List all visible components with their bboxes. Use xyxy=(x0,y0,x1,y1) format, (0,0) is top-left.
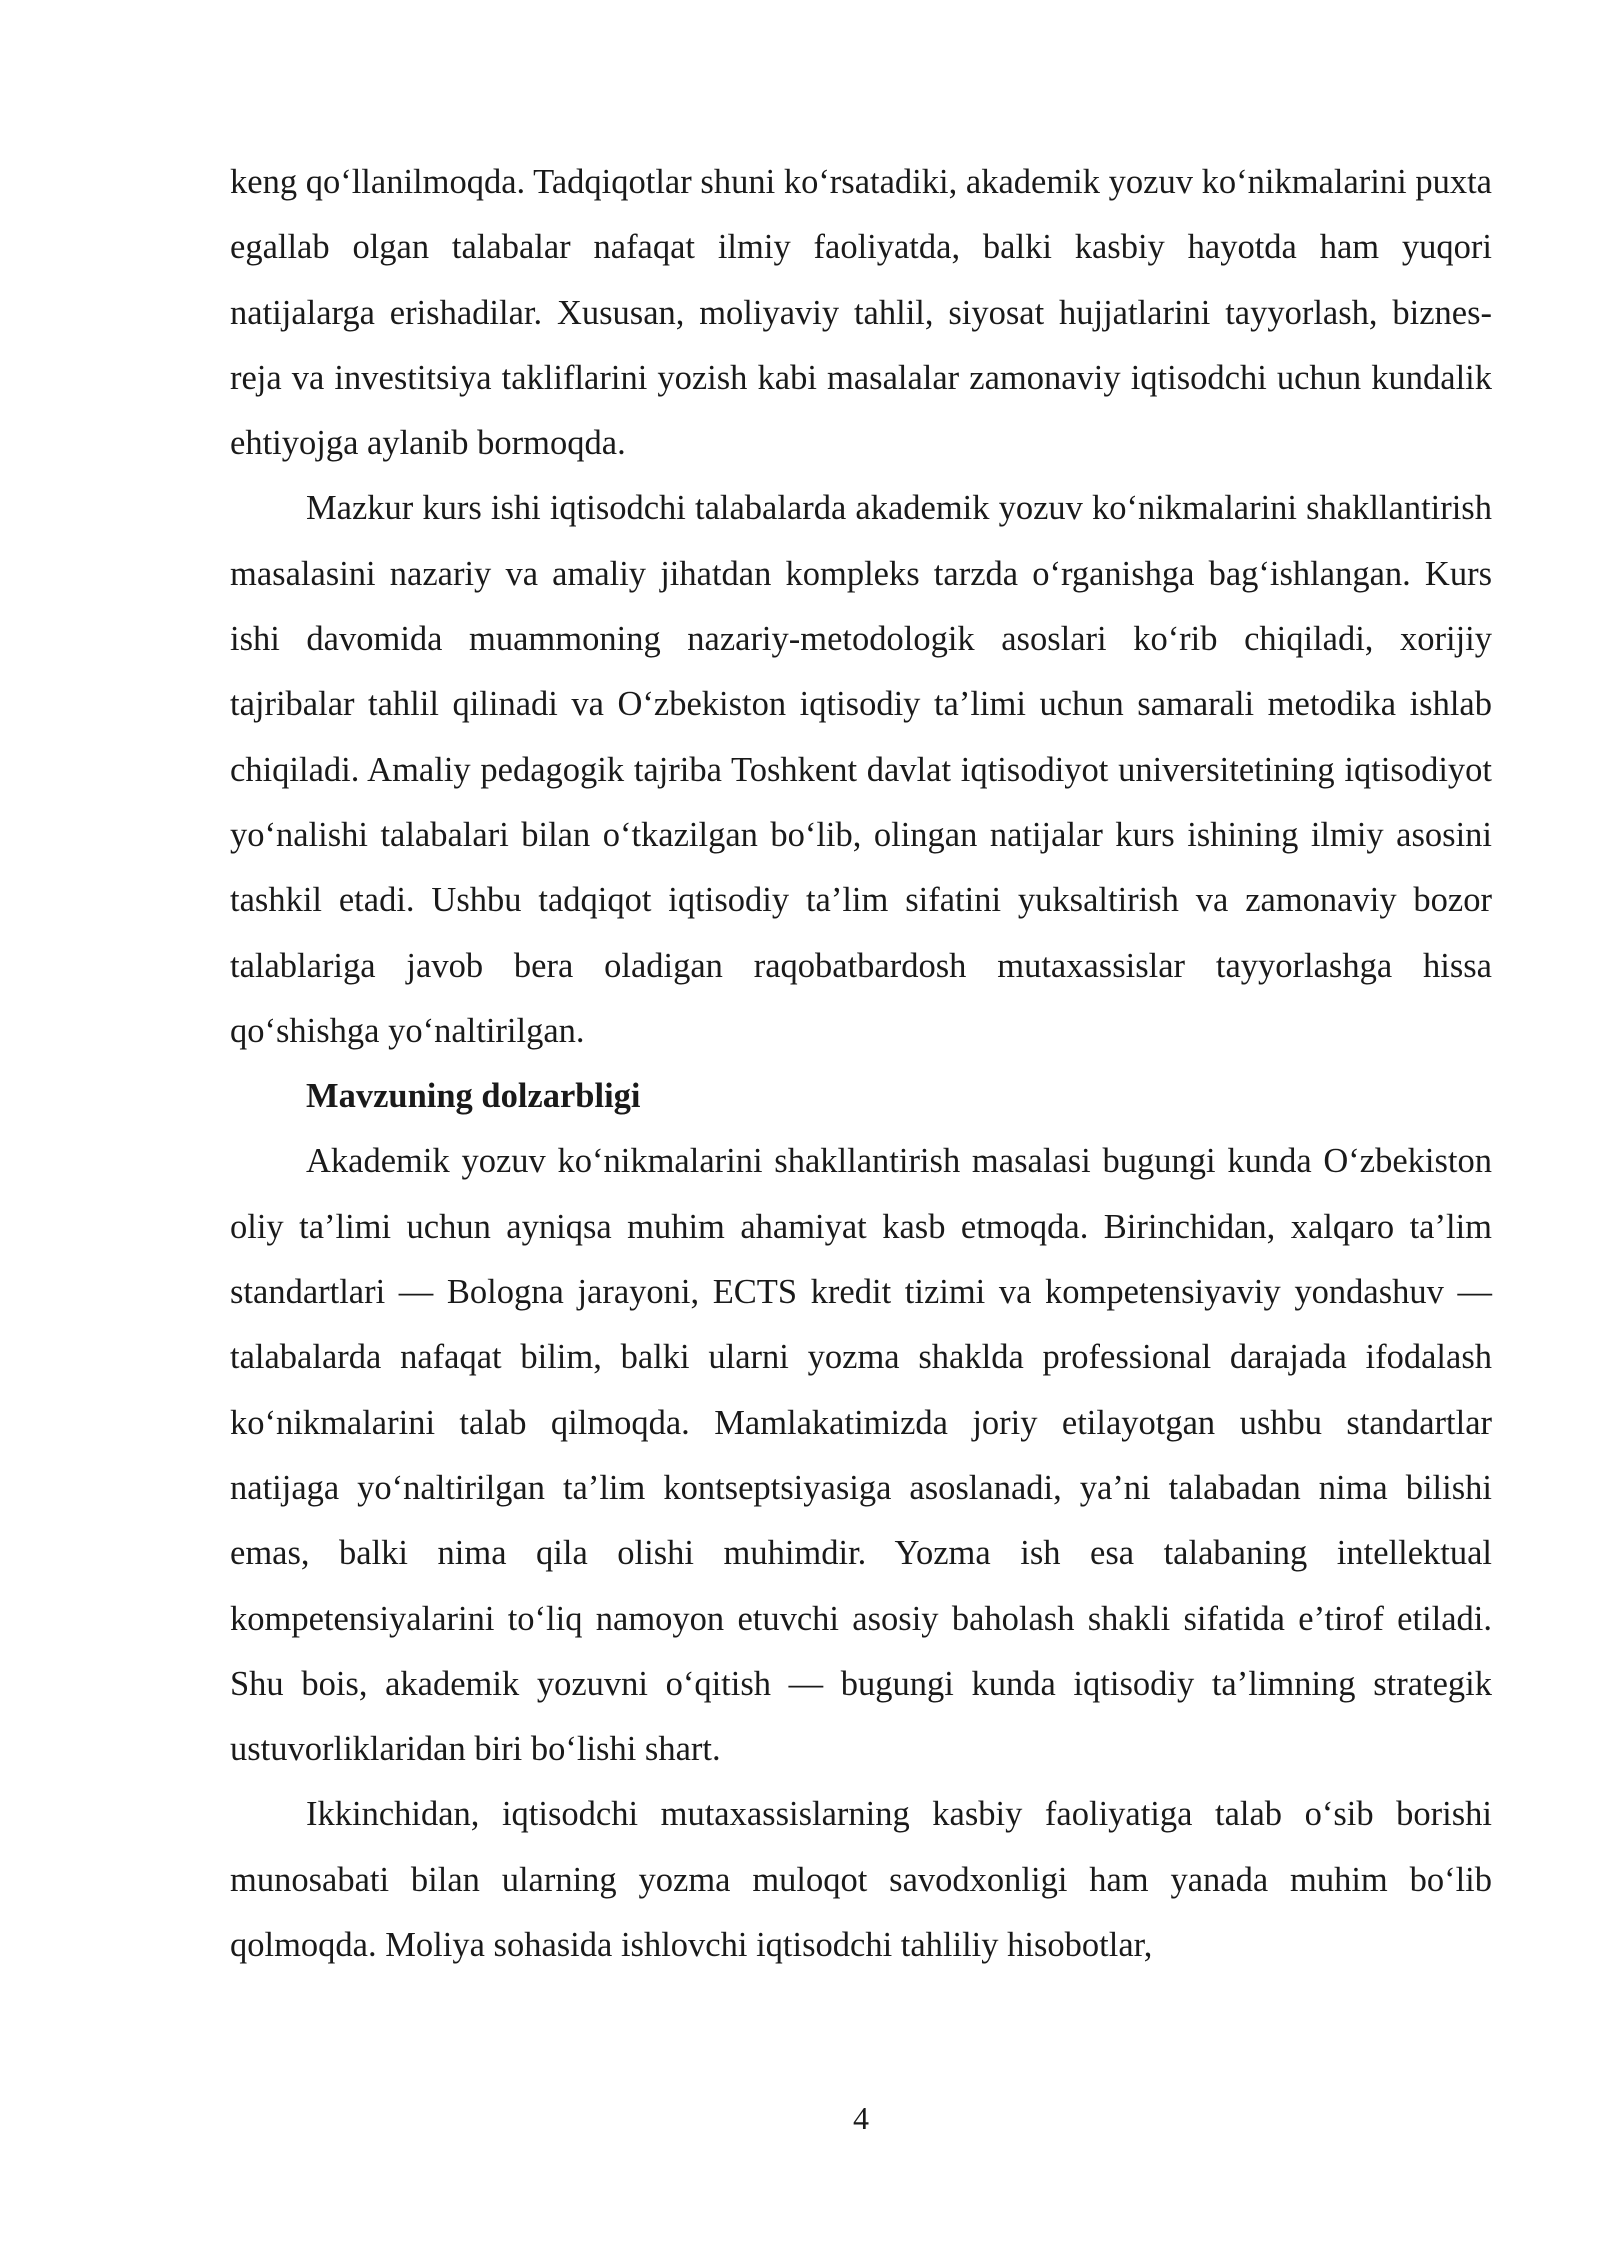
section-heading: Mavzuning dolzarbligi xyxy=(306,1077,641,1116)
paragraph-relevance-second: Ikkinchidan, iqtisodchi mutaxassislarning kasbiy faoliyatiga talab o‘sib borishi munosabati bilan ularning yozma muloqot savodxonligi ham yanada muhim bo‘lib qolmoqda. Moliya sohasida ishlovchi iqtisodchi tahliliy hisobotlar, xyxy=(230,1795,1492,1965)
paragraph-relevance-first: Akademik yozuv ko‘nikmalarini shakllantirish masalasi bugungi kunda O‘zbekiston oliy ta’limi uchun ayniqsa muhim ahamiyat kasb etmoqda. Birinchidan, xalqaro ta’lim standartlari — Bologna jarayoni, ECTS kredit tizimi va kompetensiyaviy yondashuv — talabalarda nafaqat bilim, balki ularni yozma shaklda professional darajada ifodalash ko‘nikmalarini talab qilmoqda. Mamlakatimizda joriy etilayotgan ushbu standartlar natijaga yo‘naltirilgan ta’lim kontseptsiyasiga asoslanadi, ya’ni talabadan nima bilishi emas, balki nima qila olishi muhimdir. Yozma ish esa talabaning intellektual kompetensiyalarini to‘liq namoyon etuvchi asosiy baholash shakli sifatida e’tirof etiladi. Shu bois, akademik yozuvni o‘qitish — bugungi kunda iqtisodiy ta’limning strategik ustuvorliklaridan biri bo‘lishi shart. xyxy=(230,1142,1492,1769)
paragraph-course-work-overview: Mazkur kurs ishi iqtisodchi talabalarda akademik yozuv ko‘nikmalarini shakllantirish masalasini nazariy va amaliy jihatdan kompleks tarzda o‘rganishga bag‘ishlangan. Kurs ishi davomida muammoning nazariy-metodologik asoslari ko‘rib chiqiladi, xorijiy tajribalar tahlil qilinadi va O‘zbekiston iqtisodiy ta’limi uchun samarali metodika ishlab chiqiladi. Amaliy pedagogik tajriba Toshkent davlat iqtisodiyot universitetining iqtisodiyot yo‘nalishi talabalari bilan o‘tkazilgan bo‘lib, olingan natijalar kurs ishining ilmiy asosini tashkil etadi. Ushbu tadqiqot iqtisodiy ta’lim sifatini yuksaltirish va zamonaviy bozor talablariga javob bera oladigan raqobatbardosh mutaxassislar tayyorlashga hissa qo‘shishga yo‘naltirilgan. xyxy=(230,489,1492,1050)
paragraph-continuation: keng qo‘llanilmoqda. Tadqiqotlar shuni ko‘rsatadiki, akademik yozuv ko‘nikmalarini puxta egallab olgan talabalar nafaqat ilmiy faoliyatda, balki kasbiy hayotda ham yuqori natijalarga erishadilar. Xususan, moliyaviy tahlil, siyosat hujjatlarini tayyorlash, biznes-reja va investitsiya takliflarini yozish kabi masalalar zamonaviy iqtisodchi uchun kundalik ehtiyojga aylanib bormoqda. xyxy=(230,163,1492,463)
document-page xyxy=(230,150,1492,1978)
page-number: 4 xyxy=(853,2100,869,2136)
